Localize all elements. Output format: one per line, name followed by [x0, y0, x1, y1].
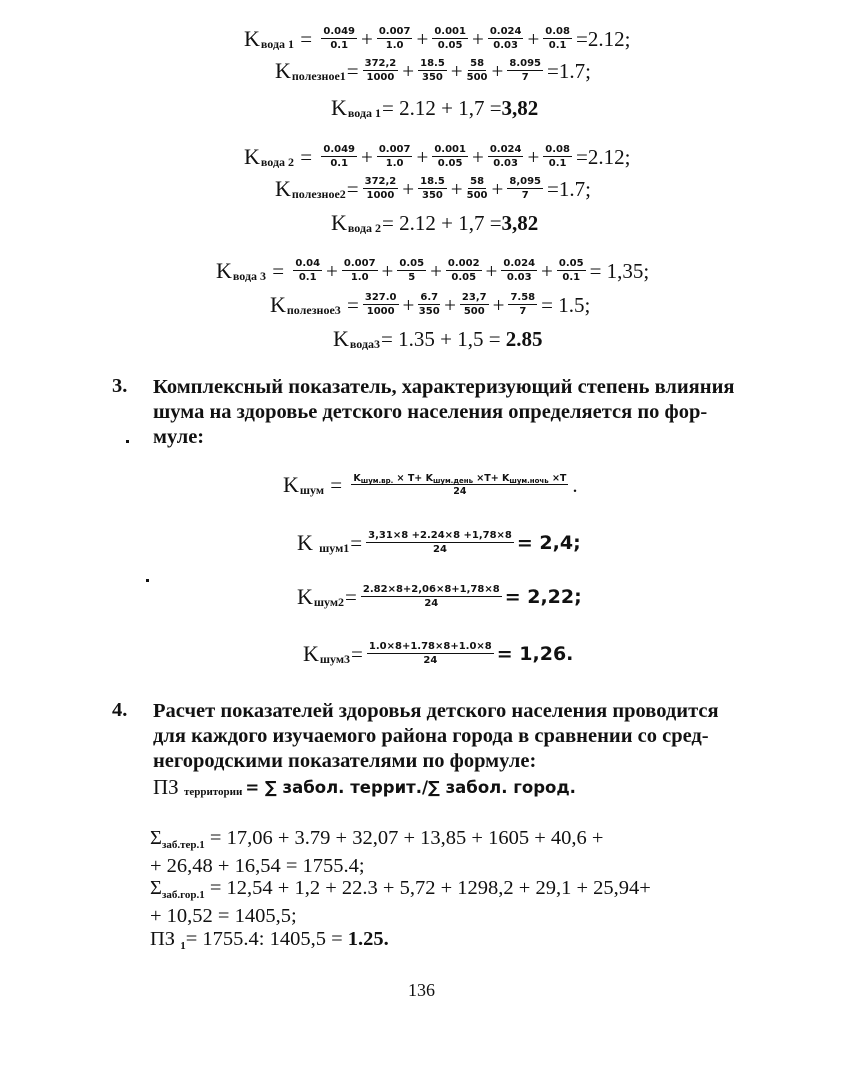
fraction: $\frac{0.08}{0.1}$ — [545, 144, 570, 169]
scan-speck — [126, 440, 129, 443]
equation-total-3: K вода3 = 1.35 + 1,5 = 2.85 — [333, 326, 543, 351]
fraction: $\frac{0.007}{1.0}$ — [378, 144, 411, 169]
equation-useful-3: K полезное3 = $\frac{327.0}{1000}$ + $\frac{6.7}{350}$ + $\frac{23,7}{500}$ + $\frac{7.58}{7}$ = 1.5; — [270, 292, 591, 317]
equation-useful-1: K полезное1 = $\frac{372,2}{1000}$ + $\frac{18.5}{350}$ + $\frac{58}{500}$ + $\frac{8.095}{7}$ =1.7; — [275, 58, 591, 83]
sum-district-1: Σзаб.тер.1 = 17,06 + 3.79 + 32,07 + 13,85 + 1605 + 40,6 + + 26,48 + 16,54 = 1755.4; — [150, 827, 604, 877]
fraction: $\frac{0.007}{1.0}$ — [378, 26, 411, 51]
fraction: $\frac{0.08}{0.1}$ — [545, 26, 570, 51]
fraction: $\frac{8.095}{7}$ — [509, 58, 541, 83]
fraction: $\frac{7.58}{7}$ — [510, 292, 536, 317]
section-3-text: Комплексный показатель, характеризующий степень влияния шума на здоровье детского населения определяется по фор- муле: — [153, 376, 735, 448]
fraction: $\frac{0.024}{0.03}$ — [503, 258, 536, 283]
fraction: $\frac{0.05}{5}$ — [399, 258, 425, 283]
fraction: $\frac{2.82\times 8+2,06\times 8+1,78\times 8}{24}$ — [362, 584, 500, 609]
health-index-formula: ПЗ территории = ∑ забол. террит./∑ забол. город. — [153, 775, 576, 799]
fraction: $\frac{6.7}{350}$ — [418, 292, 440, 317]
fraction: $\frac{0.049}{0.1}$ — [323, 26, 355, 51]
section-number-3: 3. — [112, 375, 128, 397]
fraction: $\frac{K_{шум.вр.} \times T+ K_{шум.день} \times T+ K_{шум.ночь} \times T}{24}$ — [353, 472, 567, 497]
k-symbol: K — [244, 26, 260, 51]
fraction: $\frac{23,7}{500}$ — [461, 292, 487, 317]
noise-calc-1: K шум1 = $\frac{3,31\times 8 +2.24\times 8 +1,78\times 8}{24}$ = 2,4; — [297, 530, 581, 555]
equation-total-2: K вода 2 = 2.12 + 1,7 = 3,82 — [331, 210, 539, 235]
equation-water-2: K вода 2 = $\frac{0.049}{0.1}$ + $\frac{0.007}{1.0}$ + $\frac{0.001}{0.05}$ + $\frac{0.024}{0.03}$ + $\frac{0.08}{0.1}$ =2.12; — [244, 144, 631, 169]
equation-total-1: K вода 1 = 2.12 + 1,7 = 3,82 — [331, 95, 539, 120]
equation-water-3: K вода 3 = $\frac{0.04}{0.1}$ + $\frac{0.007}{1.0}$ + $\frac{0.05}{5}$ + $\frac{0.002}{0.05}$ + $\frac{0.024}{0.03}$ + $\frac{0.05}{0.1}$ = 1,35; — [216, 258, 650, 283]
sum-city-1: Σзаб.гор.1 = 12,54 + 1,2 + 22.3 + 5,72 + 1298,2 + 29,1 + 25,94+ + 10,52 = 1405,5; — [150, 877, 651, 927]
scan-speck — [146, 579, 149, 582]
noise-formula: K шум = $\frac{K_{шум.вр.} \times T+ K_{шум.день} \times T+ K_{шум.ночь} \times T}{24}$ . — [283, 472, 578, 497]
fraction: $\frac{58}{500}$ — [466, 58, 488, 83]
fraction: $\frac{58}{500}$ — [466, 176, 488, 201]
fraction: $\frac{0.05}{0.1}$ — [558, 258, 584, 283]
equation-useful-2: K полезное2 = $\frac{372,2}{1000}$ + $\frac{18.5}{350}$ + $\frac{58}{500}$ + $\frac{8,095}{7}$ =1.7; — [275, 176, 591, 201]
fraction: $\frac{8,095}{7}$ — [509, 176, 541, 201]
fraction: $\frac{0.001}{0.05}$ — [434, 26, 466, 51]
section-number-4: 4. — [112, 699, 128, 721]
fraction: $\frac{1.0\times 8+1.78\times 8+1.0\times 8}{24}$ — [368, 641, 492, 666]
fraction: $\frac{327.0}{1000}$ — [364, 292, 397, 317]
section-4-text: Расчет показателей здоровья детского населения проводится для каждого изучаемого района города в сравнении со сред- негородскими показателями по формуле: — [153, 700, 719, 772]
fraction: $\frac{3,31\times 8 +2.24\times 8 +1,78\times 8}{24}$ — [368, 530, 512, 555]
health-index-result: ПЗ 1= 1755.4: 1405,5 = 1.25. — [150, 928, 389, 952]
fraction: $\frac{0.002}{0.05}$ — [447, 258, 480, 283]
fraction: $\frac{0.024}{0.03}$ — [489, 144, 522, 169]
noise-calc-3: K шум3 = $\frac{1.0\times 8+1.78\times 8+1.0\times 8}{24}$ = 1,26. — [303, 641, 574, 666]
equation-water-1: K вода 1 = $\frac{0.049}{0.1}$ + $\frac{0.007}{1.0}$ + $\frac{0.001}{0.05}$ + $\frac{0.024}{0.03}$ + $\frac{0.08}{0.1}$ =2.12; — [244, 26, 631, 51]
fraction: $\frac{372,2}{1000}$ — [364, 176, 397, 201]
fraction: $\frac{0.007}{1.0}$ — [343, 258, 376, 283]
fraction: $\frac{0.001}{0.05}$ — [434, 144, 466, 169]
fraction: $\frac{0.024}{0.03}$ — [489, 26, 522, 51]
fraction: $\frac{0.04}{0.1}$ — [295, 258, 321, 283]
fraction: $\frac{0.049}{0.1}$ — [323, 144, 355, 169]
fraction: $\frac{18.5}{350}$ — [420, 176, 445, 201]
noise-calc-2: K шум2 = $\frac{2.82\times 8+2,06\times 8+1,78\times 8}{24}$ = 2,22; — [297, 584, 582, 609]
page-number: 136 — [408, 980, 435, 1000]
fraction: $\frac{18.5}{350}$ — [420, 58, 445, 83]
fraction: $\frac{372,2}{1000}$ — [364, 58, 397, 83]
